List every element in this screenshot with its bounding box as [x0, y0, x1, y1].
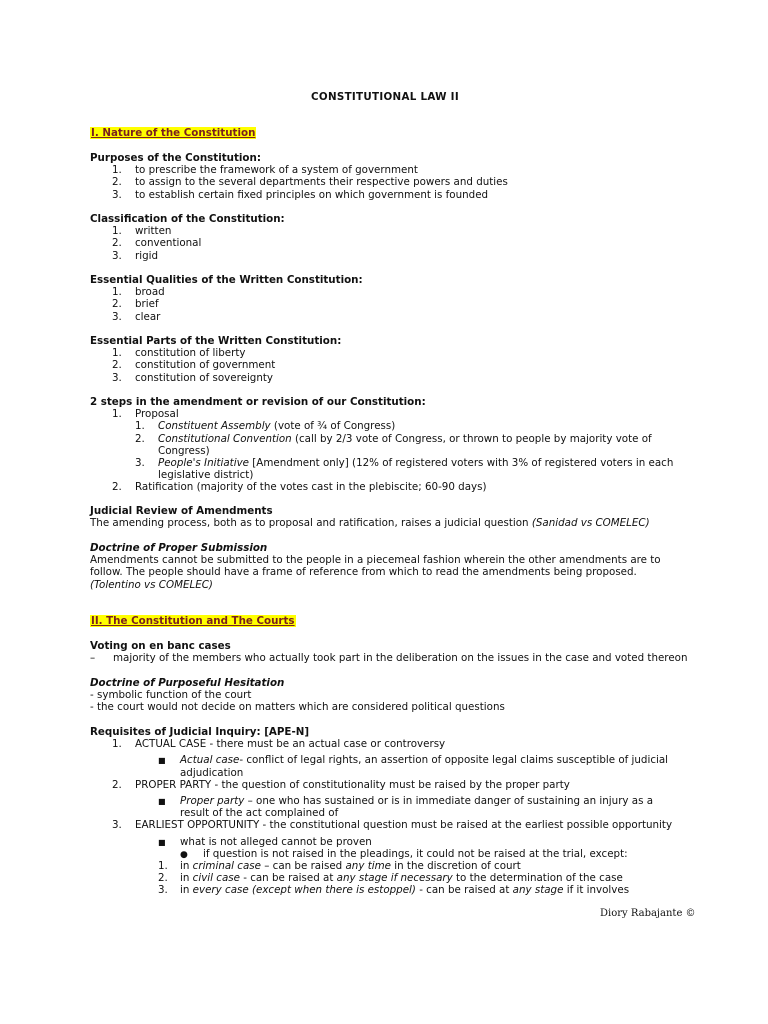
- bullet-item-continuation: result of the act complained of: [180, 807, 339, 820]
- list-item: 1. written: [112, 225, 172, 238]
- section-heading-1: I. Nature of the Constitution: [91, 127, 256, 139]
- qualities-block: [90, 274, 690, 323]
- judicial-review-text: The amending process, both as to proposal and ratification, raises a judicial question (Sanidad vs COMELEC): [90, 517, 650, 530]
- list-item: 3. EARLIEST OPPORTUNITY - the constitutional question must be raised at the earliest possible opportunity: [112, 819, 673, 832]
- voting-heading: Voting on en banc cases: [90, 640, 231, 652]
- purposeful-hesitation-item: - the court would not decide on matters which are considered political questions: [90, 701, 505, 714]
- amendment-steps-block: [90, 396, 690, 494]
- bullet-item: ■ what is not alleged cannot be proven: [158, 835, 372, 848]
- purposeful-hesitation-heading: Doctrine of Purposeful Hesitation: [90, 677, 285, 689]
- classification-block: [90, 213, 690, 262]
- list-item-continuation: legislative district): [158, 469, 254, 482]
- proper-submission-text: follow. The people should have a frame of reference from which to read the amendments being proposed.: [90, 566, 637, 579]
- list-item-continuation: Congress): [158, 444, 210, 457]
- parts-heading: Essential Parts of the Written Constitution:: [90, 335, 342, 347]
- list-item: 1. Constituent Assembly (vote of ¾ of Congress): [135, 420, 396, 433]
- author-footer: Diory Rabajante ©: [600, 908, 696, 919]
- classification-heading: Classification of the Constitution:: [90, 213, 285, 225]
- list-item: 3. clear: [112, 310, 161, 323]
- document-title: CONSTITUTIONAL LAW II: [311, 91, 459, 103]
- requisites-block: [90, 726, 690, 896]
- qualities-heading: Essential Qualities of the Written Constitution:: [90, 274, 363, 286]
- list-item: 1. Proposal: [112, 408, 179, 421]
- exception-item: 3. in every case (except when there is estoppel) - can be raised at any stage if it involves: [158, 884, 630, 897]
- sub-bullet-item: ● if question is not raised in the pleadings, it could not be raised at the trial, except:: [180, 847, 628, 860]
- proper-submission-block: [90, 542, 690, 591]
- proper-submission-text: Amendments cannot be submitted to the people in a piecemeal fashion wherein the other amendments are to: [90, 554, 661, 567]
- list-item: 3. rigid: [112, 249, 159, 262]
- list-item: 1. ACTUAL CASE - there must be an actual case or controversy: [112, 738, 446, 751]
- list-item: 3. constitution of sovereignty: [112, 371, 273, 384]
- steps-heading: 2 steps in the amendment or revision of our Constitution:: [90, 396, 426, 408]
- bullet-item: ■ Proper party – one who has sustained or is in immediate danger of sustaining an injury as a: [158, 794, 654, 807]
- judicial-review-heading: Judicial Review of Amendments: [90, 505, 273, 517]
- parts-block: [90, 335, 690, 384]
- list-item: 2. to assign to the several departments their respective powers and duties: [112, 176, 508, 189]
- bullet-item: ■ Actual case- conflict of legal rights, an assertion of opposite legal claims susceptible of judicial: [158, 754, 669, 767]
- list-item: 2. constitution of government: [112, 359, 276, 372]
- exception-item: 2. in civil case - can be raised at any stage if necessary to the determination of the case: [158, 872, 623, 885]
- list-item: 3. People's Initiative [Amendment only] (12% of registered voters with 3% of registered voters in each: [135, 456, 674, 469]
- judicial-review-block: [90, 505, 690, 529]
- bullet-item-continuation: adjudication: [180, 766, 244, 779]
- purposeful-hesitation-item: - symbolic function of the court: [90, 689, 252, 702]
- list-item: 2. Ratification (majority of the votes cast in the plebiscite; 60-90 days): [112, 481, 487, 494]
- purposes-block: [90, 152, 690, 201]
- proper-submission-heading: Doctrine of Proper Submission: [90, 542, 268, 554]
- proper-submission-case: (Tolentino vs COMELEC): [90, 578, 213, 591]
- purposeful-hesitation-block: [90, 677, 690, 714]
- voting-item: – majority of the members who actually took part in the deliberation on the issues in the case and voted thereon: [90, 652, 688, 665]
- exception-item: 1. in criminal case – can be raised any time in the discretion of court: [158, 859, 521, 872]
- list-item: 3. to establish certain fixed principles on which government is founded: [112, 188, 489, 201]
- list-item: 2. PROPER PARTY - the question of constitutionality must be raised by the proper party: [112, 778, 570, 791]
- list-item: 2. brief: [112, 298, 159, 311]
- purposes-heading: Purposes of the Constitution:: [90, 152, 261, 164]
- list-item: 1. to prescribe the framework of a system of government: [112, 164, 418, 177]
- list-item: 2. conventional: [112, 237, 202, 250]
- voting-block: [90, 640, 690, 664]
- list-item: 2. Constitutional Convention (call by 2/3 vote of Congress, or thrown to people by majority vote of: [135, 432, 652, 445]
- list-item: 1. broad: [112, 286, 165, 299]
- requisites-heading: Requisites of Judicial Inquiry: [APE-N]: [90, 726, 310, 738]
- section-heading-2: II. The Constitution and The Courts: [91, 615, 295, 627]
- list-item: 1. constitution of liberty: [112, 347, 246, 360]
